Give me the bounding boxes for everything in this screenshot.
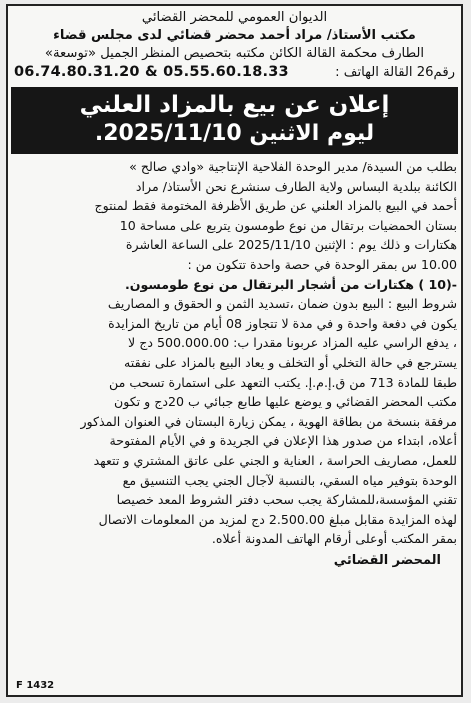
contact-row (8, 63, 461, 82)
body-line: 10.00 س بمقر الوحدة في حصة واحدة تتكون من : (187, 256, 457, 272)
notice-body (8, 156, 461, 549)
body-line: طبقا للمادة 713 من ق.إ.م.إ. يكتب التعهد على استمارة تسحب من (108, 374, 457, 390)
body-line: أعلاه، ابتداء من صدور هذا الإعلان في الجريدة و في الأيام المفتوحة (109, 433, 457, 449)
legal-notice (6, 4, 463, 697)
body-line: يكون في دفعة واحدة و في مدة لا تتجاوز 08 أيام من تاريخ المزايدة (108, 315, 457, 331)
auction-banner (11, 87, 458, 154)
body-line: ، يدفع الراسي عليه المزاد عربونا مقدرا ب: 500.000.00 دج لا (128, 335, 457, 351)
notice-footer (8, 549, 461, 571)
body-line: لهذه المزايدة مقابل مبلغ 2.500.00 دج لمزيد من المعلومات الاتصال (98, 511, 457, 527)
address-label: رقم26 القالة الهاتف : (335, 65, 455, 80)
body-line: بطلب من السيدة/ مدير الوحدة الفلاحية الإنتاجية «وادي صالح » (129, 159, 457, 174)
body-line: الوحدة بتوفير مياه السقي، بالنسبة لآجال الجني يجب التنسيق مع (122, 472, 457, 488)
body-line: -(10 ) هكتارات من أشجار البرتقال من نوع طومسون. (124, 276, 457, 292)
reference-code: F 1432 (16, 680, 55, 691)
body-line: مرفقة بنسخة من بطاقة الهوية ، يمكن زيارة البستان في العنوان المذكور (80, 413, 457, 429)
office-address-line: الطارف محكمة القالة الكائن مكتبه بتحصيص المنظر الجميل «توسعة» (44, 46, 425, 61)
body-line: هكتارات و ذلك يوم : الإثنين 2025/11/10 على الساعة العاشرة (125, 237, 457, 253)
office-title: الديوان العمومي للمحضر القضائي (141, 10, 328, 25)
body-line: بمقر المكتب أوعلى أرقام الهاتف المدونة أعلاه. (211, 531, 457, 547)
body-line: يسترجع في حالة التخلي أو التخلف و يعاد البيع بالمزاد على نفقته (124, 354, 457, 370)
body-line: الكائنة ببلدية البساس ولاية الطارف سنشرع نحن الأستاذ/ مراد (135, 178, 457, 194)
signature: المحضر القضائي (333, 552, 441, 568)
notice-header (8, 6, 461, 63)
banner-title: إعلان عن بيع بالمزاد العلني (79, 92, 390, 118)
bailiff-name-line: مكتب الأستاذ/ مراد أحمد محضر قضائي لدى مجلس قضاء (53, 28, 416, 43)
phone-numbers: 06.74.80.31.20 & 05.55.60.18.33 (14, 64, 289, 80)
banner-date: ليوم الاثنين 2025/11/10. (94, 121, 375, 146)
body-line: أحمد في البيع بالمزاد العلني عن طريق الأظرفة المختومة فقط لمنتوج (94, 198, 457, 214)
body-line: مكتب المحضر القضائي و يوضع عليها طابع جبائي ب 20دج و تكون (113, 394, 457, 410)
body-line: تقني المؤسسة،للمشاركة يجب سحب دفتر الشروط المعد خصيصا (116, 492, 457, 508)
body-line: للعمل، مصاريف الحراسة ، العناية و الجني على عاتق المشتري و تتعهد (93, 452, 457, 468)
body-line: شروط البيع : البيع بدون ضمان ،تسديد الثمن و الحقوق و المصاريف (107, 296, 457, 312)
body-line: بستان الحمضيات برتقال من نوع طومسون يتربع على مساحة 10 (119, 217, 457, 233)
